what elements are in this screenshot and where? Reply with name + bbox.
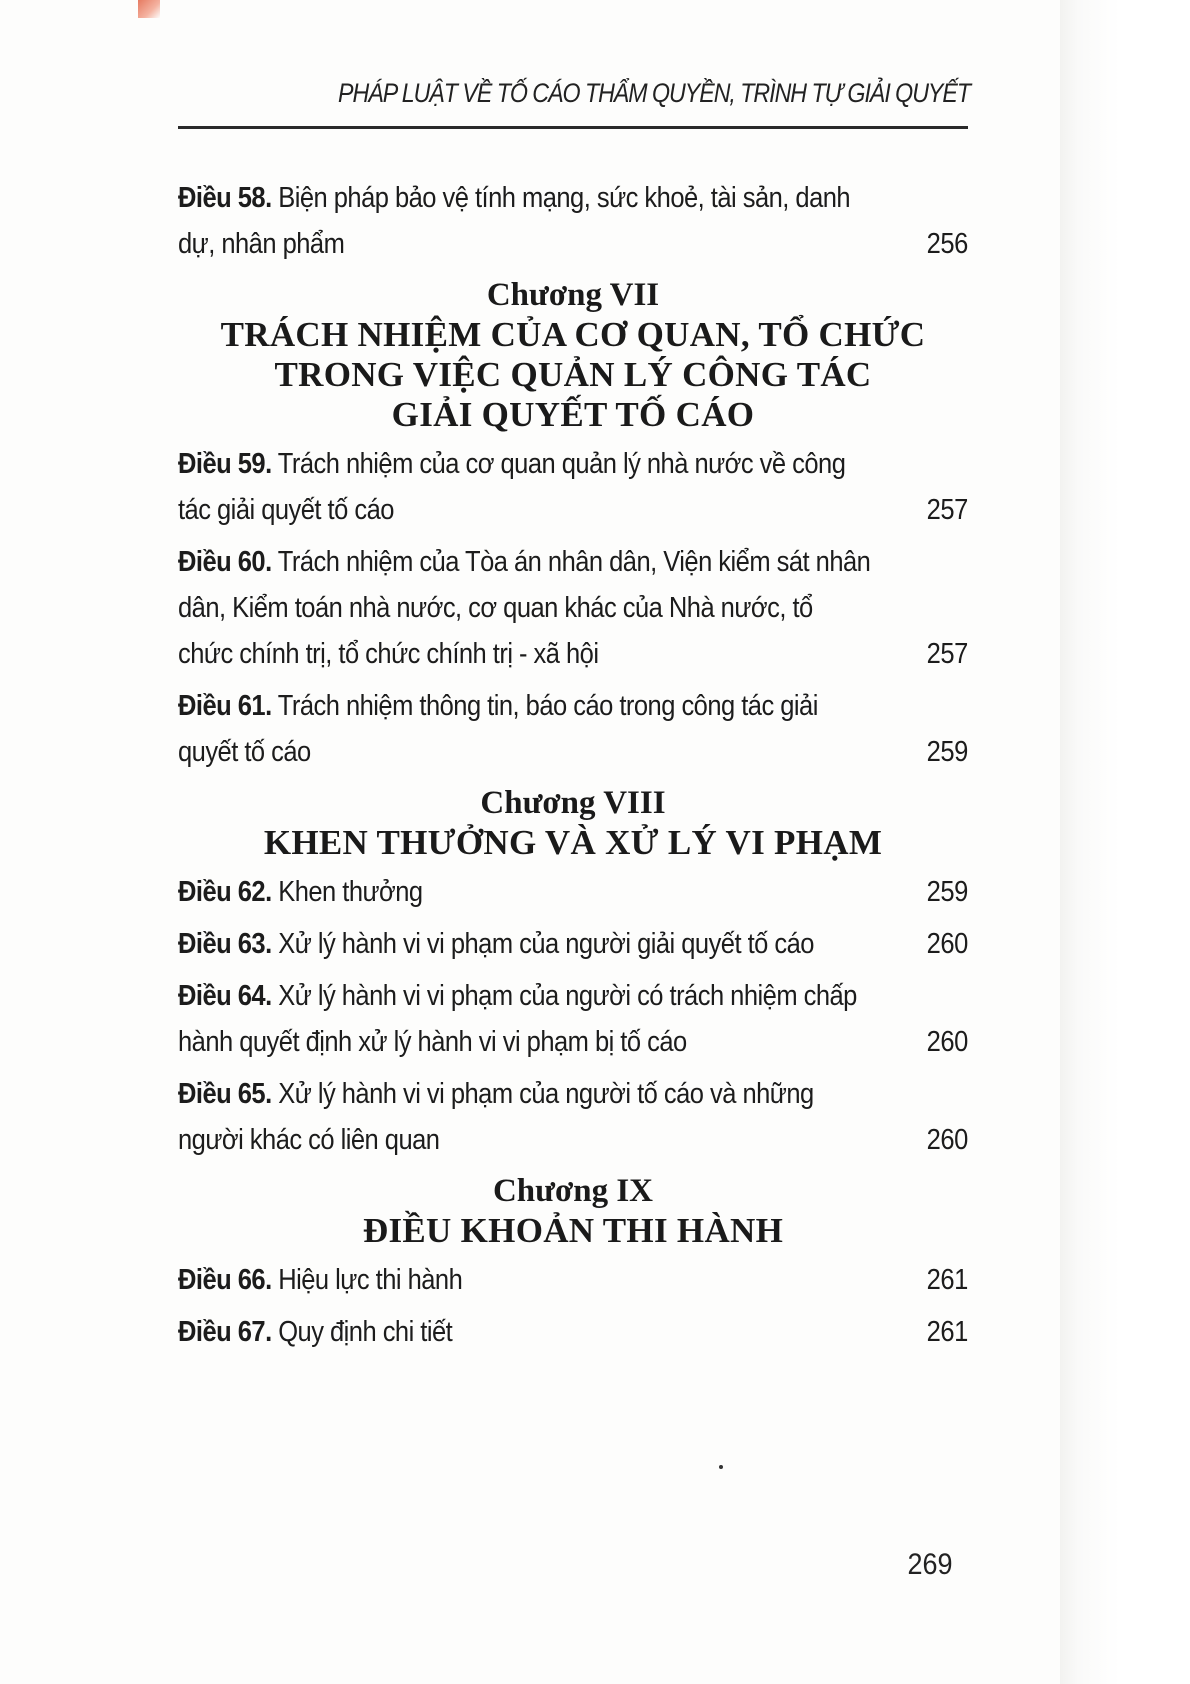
toc-entry-body [178,1071,947,1163]
toc-entry-body [178,441,947,533]
chapter-title-line: GIẢI QUYẾT TỐ CÁO [391,395,755,434]
article-number: Điều 66. [178,1264,272,1296]
toc-page-number: 260 [926,1124,968,1156]
chapter-heading [178,275,968,435]
toc-entry-body [178,1309,947,1355]
article-number: Điều 60. [178,546,272,578]
article-title: Trách nhiệm thông tin, báo cáo trong công tác giải quyết tố cáo [178,690,818,768]
corner-mark [138,0,160,18]
toc-entry-body [178,539,947,677]
chapter-title-line: ĐIỀU KHOẢN THI HÀNH [362,1211,784,1250]
toc-page-number: 261 [926,1264,968,1296]
article-title: Xử lý hành vi vi phạm của người tố cáo và những người khác có liên quan [178,1078,814,1156]
toc-page-number: 257 [926,494,968,526]
article-number: Điều 65. [178,1078,272,1110]
toc-page-number: 257 [926,638,968,670]
toc-page-number: 256 [926,228,968,260]
article-title: Quy định chi tiết [271,1316,453,1348]
chapter-label: Chương VII [486,277,660,313]
article-number: Điều 63. [178,928,272,960]
toc-entry-body [178,869,947,915]
chapter-heading [178,1171,968,1251]
toc-page-number: 259 [926,876,968,908]
article-title: Trách nhiệm của cơ quan quản lý nhà nước về công tác giải quyết tố cáo [178,448,846,526]
print-speck [719,1465,723,1469]
chapter-title-line: KHEN THƯỞNG VÀ XỬ LÝ VI PHẠM [263,823,883,862]
chapter-label: Chương VIII [480,785,666,821]
toc-entry [178,869,968,915]
running-head: PHÁP LUẬT VỀ TỐ CÁO THẨM QUYỀN, TRÌNH TỰ GIẢI QUYẾT [338,78,970,108]
article-title: Khen thưởng [271,876,423,908]
toc-entry [178,683,968,775]
article-title: Xử lý hành vi vi phạm của người có trách nhiệm chấp hành quyết định xử lý hành vi vi phạm bị tố cáo [178,980,857,1058]
article-number: Điều 67. [178,1316,272,1348]
article-title: Xử lý hành vi vi phạm của người giải quyết tố cáo [271,928,814,960]
toc-entry [178,921,968,967]
toc-page-number: 261 [926,1316,968,1348]
article-number: Điều 61. [178,690,272,722]
toc-page-number: 259 [926,736,968,768]
toc-entry-body [178,973,947,1065]
article-title: Trách nhiệm của Tòa án nhân dân, Viện kiểm sát nhân dân, Kiểm toán nhà nước, cơ quan khác của Nhà nước, tổ chức chính trị, tổ chức chính trị - xã hội [178,546,871,670]
table-of-contents [178,175,968,1361]
toc-entry [178,1071,968,1163]
page-margin [1060,0,1190,1684]
chapter-label: Chương IX [492,1173,654,1209]
toc-entry [178,175,968,267]
page-number: 269 [907,1548,953,1581]
toc-entry [178,973,968,1065]
toc-entry-body [178,1257,947,1303]
toc-entry [178,1309,968,1355]
chapter-heading [178,783,968,863]
toc-entry [178,1257,968,1303]
toc-entry [178,441,968,533]
article-number: Điều 58. [178,182,272,214]
article-title: Biện pháp bảo vệ tính mạng, sức khoẻ, tài sản, danh dự, nhân phẩm [178,182,851,260]
article-number: Điều 64. [178,980,272,1012]
toc-entry-body [178,921,947,967]
toc-entry [178,539,968,677]
toc-entry-body [178,175,947,267]
chapter-title-line: TRÁCH NHIỆM CỦA CƠ QUAN, TỔ CHỨC [220,315,926,354]
article-title: Hiệu lực thi hành [271,1264,463,1296]
toc-entry-body [178,683,947,775]
header-rule [178,126,968,129]
toc-page-number: 260 [926,928,968,960]
article-number: Điều 59. [178,448,272,480]
chapter-title-line: TRONG VIỆC QUẢN LÝ CÔNG TÁC [274,355,872,394]
toc-page-number: 260 [926,1026,968,1058]
article-number: Điều 62. [178,876,272,908]
